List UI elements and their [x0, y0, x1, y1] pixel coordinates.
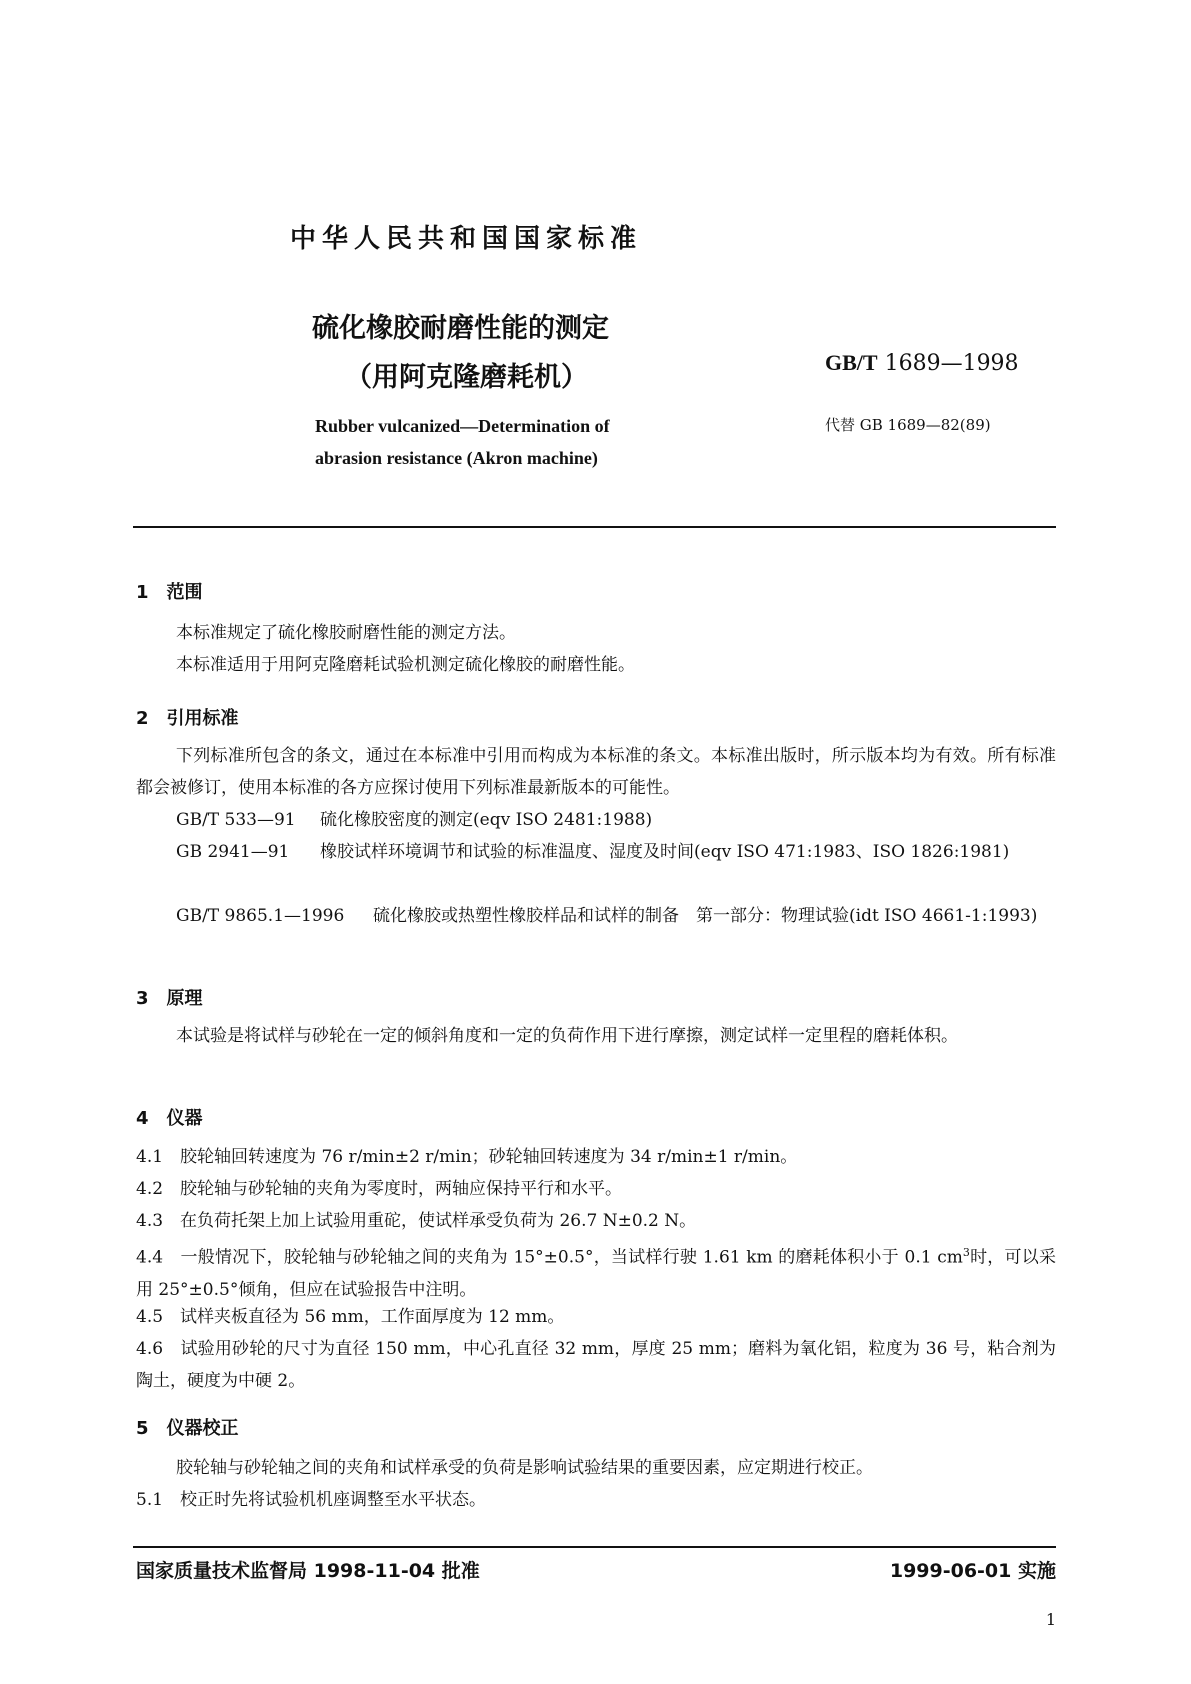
clause-number: 4.3 — [136, 1211, 164, 1231]
standard-prefix: GB/T — [825, 350, 878, 375]
clause-text: 校正时先将试验机机座调整至水平状态。 — [180, 1490, 487, 1510]
clause-4-6 — [136, 1333, 1056, 1397]
section-5-heading: 5 仪器校正 — [136, 1418, 239, 1439]
clause-number: 4.5 — [136, 1307, 164, 1327]
reference-code: GB 2941—91 — [176, 842, 290, 862]
reference-title: 硫化橡胶或热塑性橡胶样品和试样的制备 第一部分：物理试验(idt ISO 4661-1:1993) — [373, 906, 1038, 926]
clause-text: 一般情况下，胶轮轴与砂轮轴之间的夹角为 15°±0.5°，当试样行驶 1.61 km 的磨耗体积小于 0.1 cm — [180, 1247, 963, 1268]
clause-4-1 — [136, 1141, 1056, 1173]
clause-number: 4.4 — [136, 1247, 164, 1268]
clause-4-4 — [136, 1237, 1056, 1306]
reference-title: 硫化橡胶密度的测定(eqv ISO 2481:1988) — [320, 810, 653, 830]
section-1-heading: 1 范围 — [136, 582, 203, 603]
section-2-heading: 2 引用标准 — [136, 708, 239, 729]
clause-text: 试验用砂轮的尺寸为直径 150 mm，中心孔直径 32 mm，厚度 25 mm；磨料为氧化铝，粒度为 36 号，粘合剂为陶土，硬度为中硬 2。 — [136, 1339, 1056, 1391]
clause-number: 4.2 — [136, 1179, 164, 1199]
clause-text: 试样夹板直径为 56 mm，工作面厚度为 12 mm。 — [180, 1307, 565, 1327]
reference-code: GB/T 9865.1—1996 — [176, 906, 345, 926]
clause-text-continued: 时，可以采用 25°±0.5°倾角，但应在试验报告中注明。 — [136, 1247, 1057, 1300]
clause-number: 5.1 — [136, 1490, 164, 1510]
clause-5-1 — [136, 1484, 1056, 1516]
national-standard-heading: 中华人民共和国国家标准 — [290, 224, 643, 254]
approval-date: 国家质量技术监督局 1998-11-04 批准 — [136, 1560, 480, 1582]
footer-divider — [133, 1546, 1056, 1548]
superscript: 3 — [962, 1246, 970, 1259]
section-1-para-2: 本标准适用于用阿克隆磨耗试验机测定硫化橡胶的耐磨性能。 — [176, 655, 635, 675]
header-divider — [133, 526, 1056, 528]
section-1-para-1: 本标准规定了硫化橡胶耐磨性能的测定方法。 — [176, 623, 516, 643]
section-2-intro: 下列标准所包含的条文，通过在本标准中引用而构成为本标准的条文。本标准出版时，所示版本均为有效。所有标准都会被修订，使用本标准的各方应探讨使用下列标准最新版本的可能性。 — [136, 746, 1056, 798]
title-chinese-line1: 硫化橡胶耐磨性能的测定 — [312, 313, 609, 344]
page-number: 1 — [1045, 1610, 1056, 1629]
clause-number: 4.6 — [136, 1339, 164, 1359]
reference-code: GB/T 533—91 — [176, 810, 296, 830]
section-3-para: 本试验是将试样与砂轮在一定的倾斜角度和一定的负荷作用下进行摩擦，测定试样一定里程的磨耗体积。 — [176, 1026, 958, 1046]
clause-4-3 — [136, 1205, 1056, 1237]
clause-4-5 — [136, 1301, 1056, 1333]
standard-code: 1689—1998 — [884, 351, 1019, 376]
effective-date: 1999-06-01 实施 — [889, 1560, 1056, 1582]
standard-number — [825, 350, 1019, 376]
title-chinese-line2: （用阿克隆磨耗机） — [345, 362, 588, 393]
clause-text: 胶轮轴回转速度为 76 r/min±2 r/min；砂轮轴回转速度为 34 r/min±1 r/min。 — [180, 1147, 798, 1167]
section-4-heading: 4 仪器 — [136, 1108, 203, 1129]
section-5-para: 胶轮轴与砂轮轴之间的夹角和试样承受的负荷是影响试验结果的重要因素，应定期进行校正。 — [176, 1458, 873, 1478]
clause-text: 在负荷托架上加上试验用重砣，使试样承受负荷为 26.7 N±0.2 N。 — [180, 1211, 697, 1231]
reference-title: 橡胶试样环境调节和试验的标准温度、湿度及时间(eqv ISO 471:1983、ISO 1826:1981) — [320, 842, 1010, 862]
section-3-heading: 3 原理 — [136, 988, 203, 1009]
clause-text: 胶轮轴与砂轮轴的夹角为零度时，两轴应保持平行和水平。 — [180, 1179, 623, 1199]
title-english-line2: abrasion resistance (Akron machine) — [315, 448, 598, 468]
clause-number: 4.1 — [136, 1147, 164, 1167]
replaces-note: 代替 GB 1689—82(89) — [825, 416, 991, 434]
title-english-line1: Rubber vulcanized—Determination of — [315, 416, 610, 436]
clause-4-2 — [136, 1173, 1056, 1205]
